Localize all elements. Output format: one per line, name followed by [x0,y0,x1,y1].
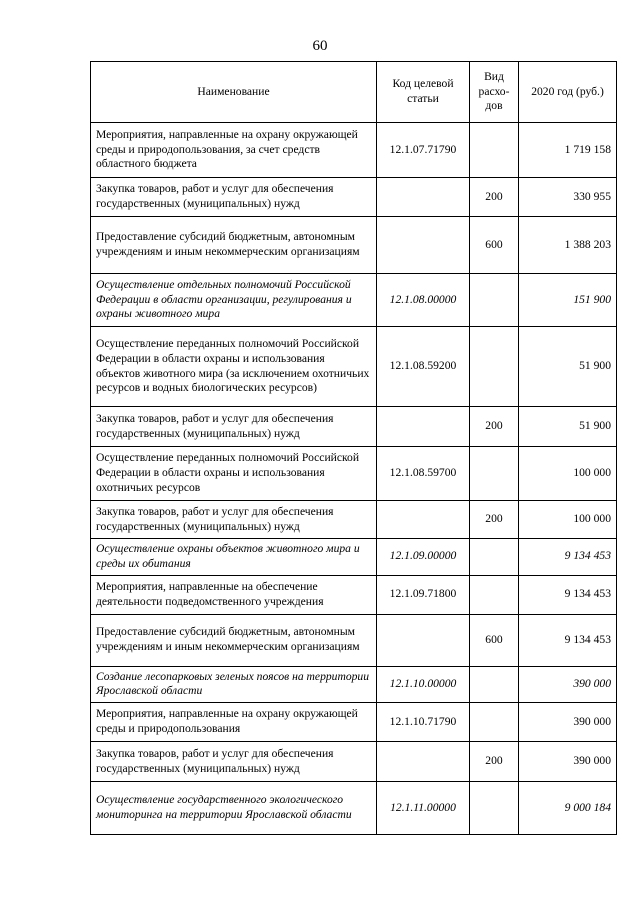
header-type: Вид расхо-дов [470,62,519,123]
cell-code: 12.1.10.00000 [377,666,470,703]
table-row [91,327,617,407]
table-row [91,501,617,539]
cell-code: 12.1.08.59200 [377,327,470,407]
cell-code: 12.1.09.71800 [377,575,470,614]
cell-type: 600 [470,614,519,666]
cell-code [377,742,470,782]
cell-type [470,782,519,835]
cell-sum: 9 000 184 [519,782,617,835]
cell-type [470,274,519,327]
cell-sum: 390 000 [519,742,617,782]
table-row [91,407,617,447]
cell-code [377,614,470,666]
cell-type [470,447,519,501]
cell-name: Осуществление переданных полномочий Российской Федерации в области охраны и использования охотничьих ресурсов [91,447,377,501]
table-row [91,123,617,178]
table-body [91,123,617,835]
table-row [91,666,617,703]
cell-code [377,501,470,539]
cell-code: 12.1.08.59700 [377,447,470,501]
cell-sum: 1 388 203 [519,217,617,274]
cell-sum: 100 000 [519,447,617,501]
cell-name: Осуществление переданных полномочий Российской Федерации в области охраны и использования объектов животного мира (за исключением охотничьих ресурсов и водных биологических ресурсов) [91,327,377,407]
table-row [91,447,617,501]
cell-sum: 390 000 [519,703,617,742]
cell-sum: 9 134 453 [519,575,617,614]
cell-type: 200 [470,501,519,539]
cell-sum: 51 900 [519,327,617,407]
cell-type: 200 [470,178,519,217]
cell-name: Предоставление субсидий бюджетным, автономным учреждениям и иным некоммерческим организациям [91,217,377,274]
table-header-row [91,62,617,123]
cell-type: 200 [470,742,519,782]
cell-name: Осуществление охраны объектов животного мира и среды их обитания [91,539,377,576]
header-sum: 2020 год (руб.) [519,62,617,123]
table-row [91,274,617,327]
cell-type [470,575,519,614]
cell-code: 12.1.09.00000 [377,539,470,576]
cell-name: Закупка товаров, работ и услуг для обеспечения государственных (муниципальных) нужд [91,407,377,447]
cell-sum: 51 900 [519,407,617,447]
page-number: 60 [312,38,328,54]
cell-type [470,666,519,703]
table-row [91,703,617,742]
table-row [91,178,617,217]
cell-name: Мероприятия, направленные на обеспечение деятельности подведомственного учреждения [91,575,377,614]
table-row [91,614,617,666]
cell-sum: 390 000 [519,666,617,703]
cell-name: Закупка товаров, работ и услуг для обеспечения государственных (муниципальных) нужд [91,178,377,217]
cell-sum: 330 955 [519,178,617,217]
cell-sum: 100 000 [519,501,617,539]
cell-type [470,123,519,178]
cell-type [470,703,519,742]
cell-name: Осуществление государственного экологического мониторинга на территории Ярославской области [91,782,377,835]
cell-code [377,178,470,217]
cell-type: 600 [470,217,519,274]
cell-code [377,217,470,274]
cell-name: Мероприятия, направленные на охрану окружающей среды и природопользования, за счет средств областного бюджета [91,123,377,178]
cell-code: 12.1.10.71790 [377,703,470,742]
cell-sum: 151 900 [519,274,617,327]
cell-name: Создание лесопарковых зеленых поясов на территории Ярославской области [91,666,377,703]
table-row [91,539,617,576]
cell-name: Закупка товаров, работ и услуг для обеспечения государственных (муниципальных) нужд [91,742,377,782]
cell-sum: 9 134 453 [519,614,617,666]
cell-name: Предоставление субсидий бюджетным, автономным учреждениям и иным некоммерческим организациям [91,614,377,666]
budget-table [90,61,617,835]
cell-type: 200 [470,407,519,447]
table-row [91,217,617,274]
cell-code: 12.1.07.71790 [377,123,470,178]
table-row [91,742,617,782]
cell-name: Мероприятия, направленные на охрану окружающей среды и природопользования [91,703,377,742]
cell-code [377,407,470,447]
cell-code: 12.1.08.00000 [377,274,470,327]
cell-type [470,327,519,407]
table-row [91,782,617,835]
cell-sum: 9 134 453 [519,539,617,576]
header-code: Код целевой статьи [377,62,470,123]
cell-sum: 1 719 158 [519,123,617,178]
cell-code: 12.1.11.00000 [377,782,470,835]
cell-name: Закупка товаров, работ и услуг для обеспечения государственных (муниципальных) нужд [91,501,377,539]
cell-type [470,539,519,576]
header-name: Наименование [91,62,377,123]
cell-name: Осуществление отдельных полномочий Российской Федерации в области организации, регулирования и охраны животного мира [91,274,377,327]
table-row [91,575,617,614]
